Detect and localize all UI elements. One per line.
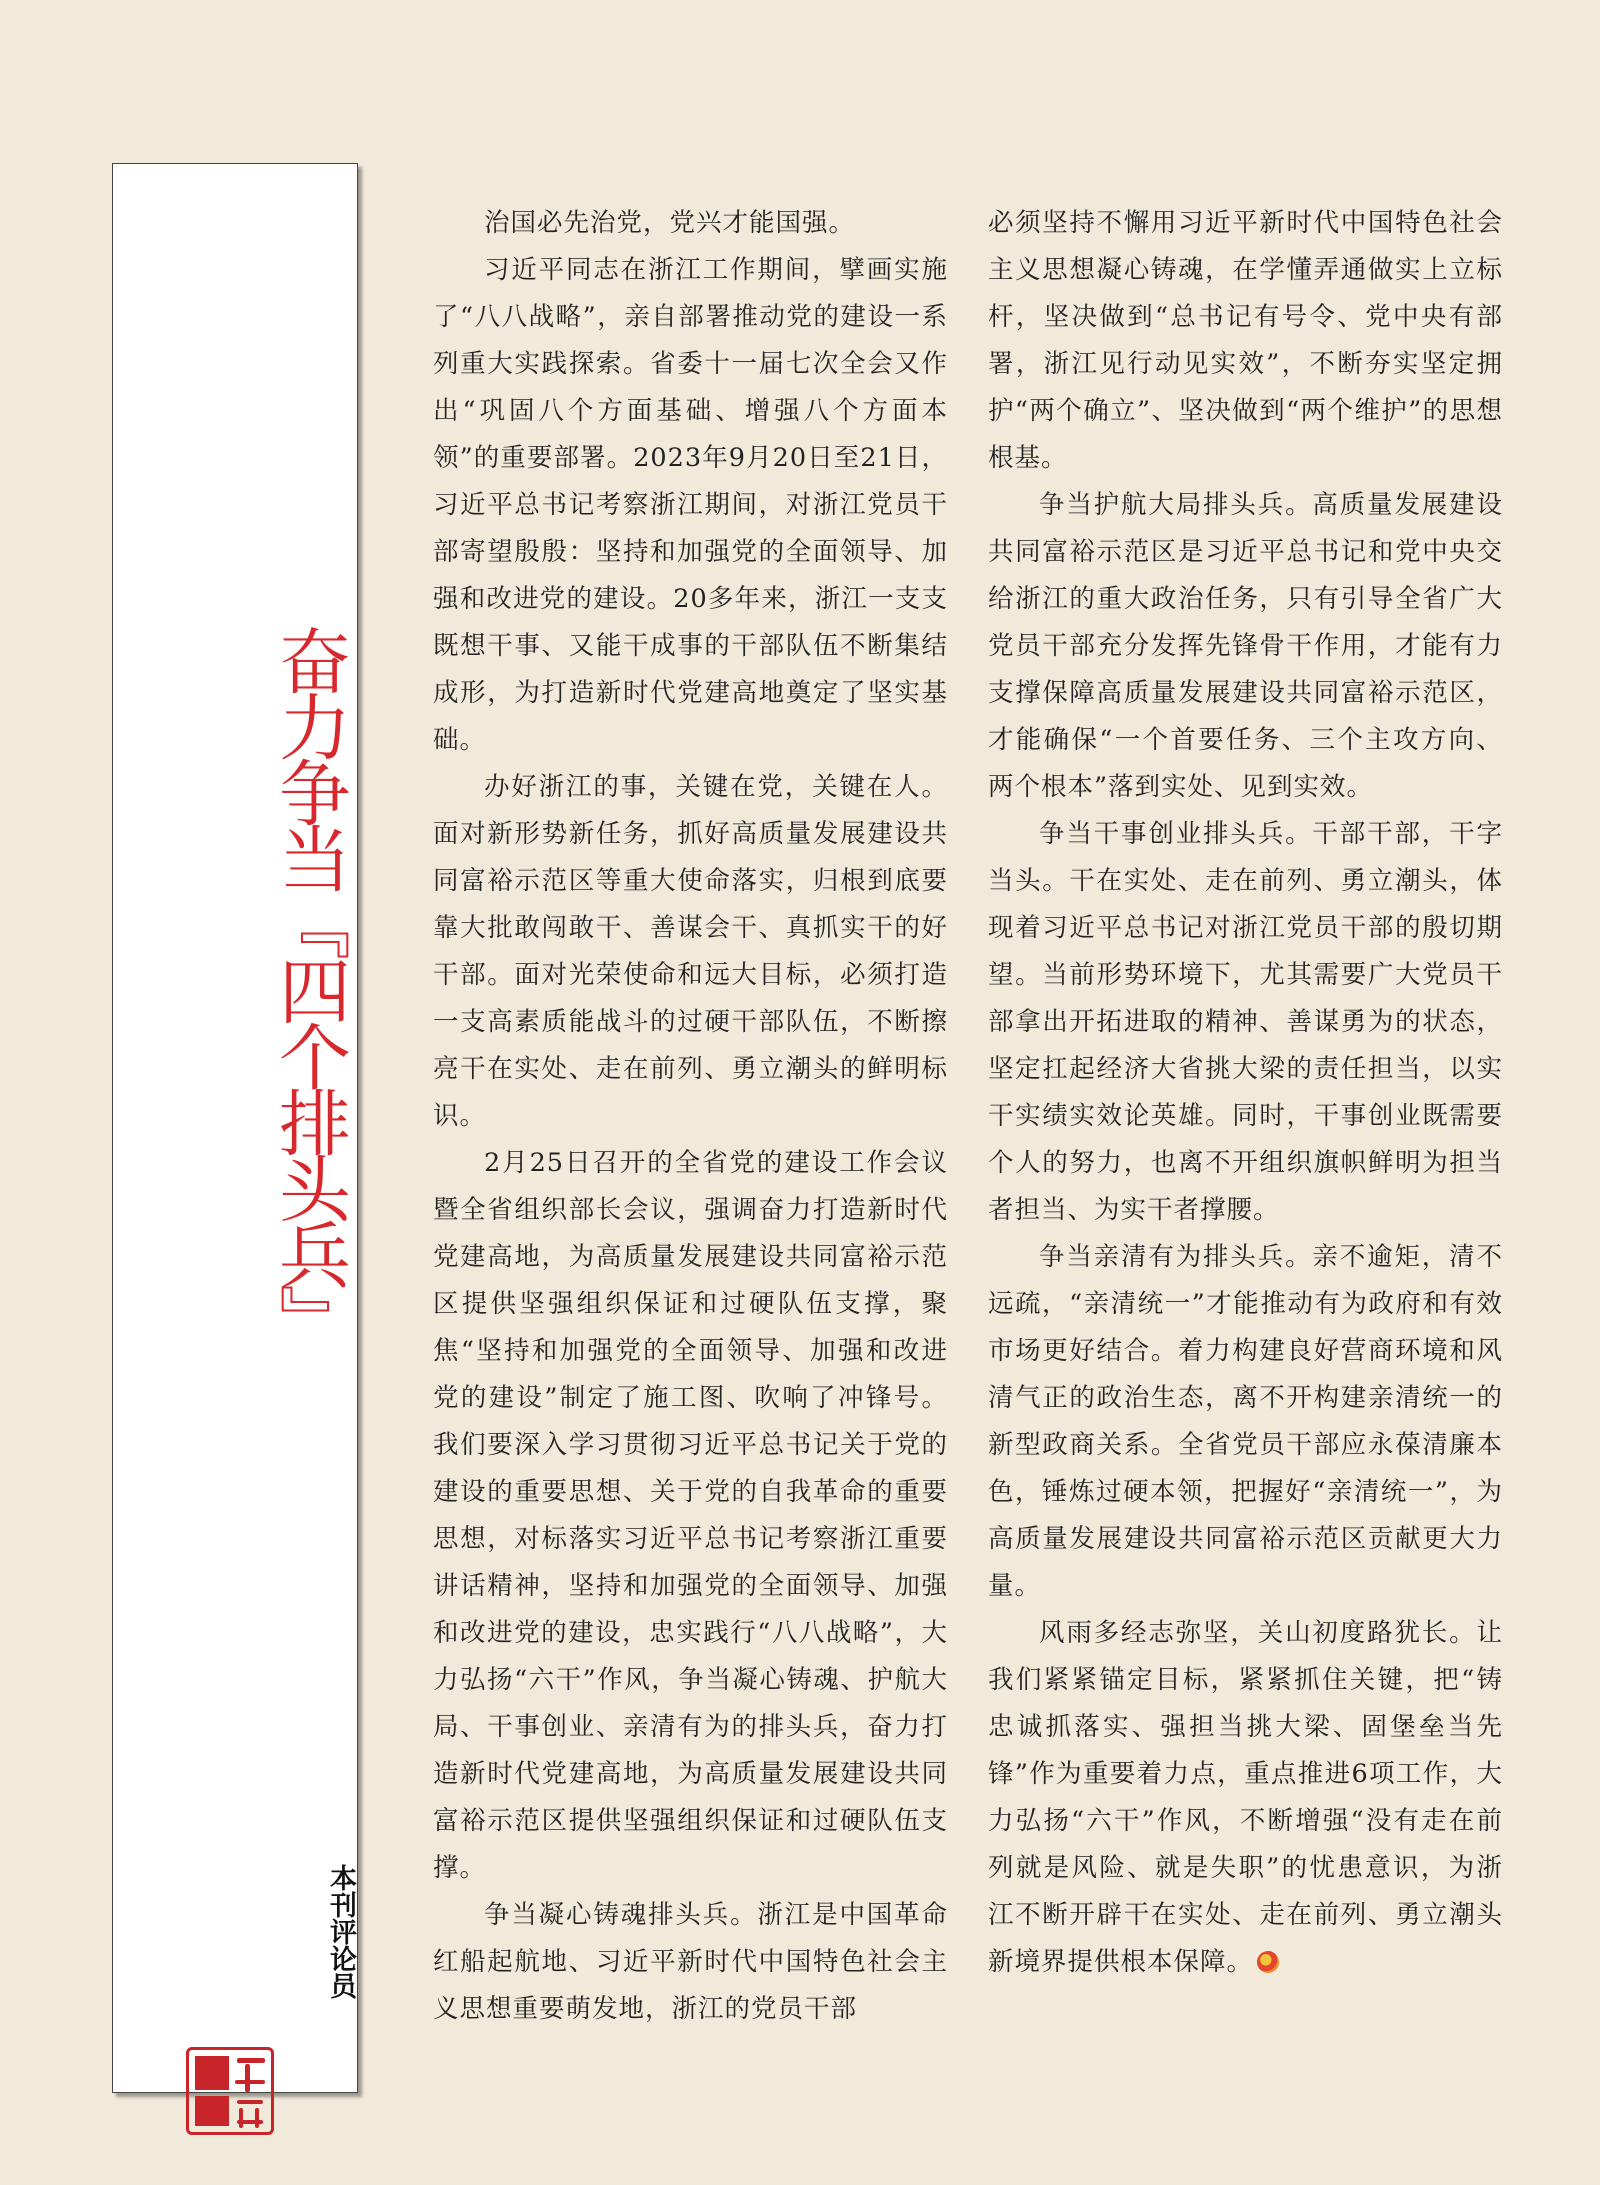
paragraph: 习近平同志在浙江工作期间，擘画实施了“八八战略”，亲自部署推动党的建设一系列重大实践探索。省委十一届七次全会又作出“巩固八个方面基础、增强八个方面本领”的重要部署。2023年9月20日至21日，习近平总书记考察浙江期间，对浙江党员干部寄望殷殷：坚持和加强党的全面领导、加强和改进党的建设。20多年来，浙江一支支既想干事、又能干成事的干部队伍不断集结成形，为打造新时代党建高地奠定了坚实基础。 bbox=[433, 255, 948, 755]
seal-stamp-icon bbox=[186, 2047, 274, 2135]
paragraph: 办好浙江的事，关键在党，关键在人。面对新形势新任务，抓好高质量发展建设共同富裕示范区等重大使命落实，归根到底要靠大批敢闯敢干、善谋会干、真抓实干的好干部。面对光荣使命和远大目标，必须打造一支高素质能战斗的过硬干部队伍，不断擦亮干在实处、走在前列、勇立潮头的鲜明标识。 bbox=[433, 772, 948, 1131]
paragraph-text: 风雨多经志弥坚，关山初度路犹长。让我们紧紧锚定目标，紧紧抓住关键，把“铸忠诚抓落实、强担当挑大梁、固堡垒当先锋”作为重要着力点，重点推进6项工作，大力弘扬“六干”作风，不断增强“没有走在前列就是风险、就是失职”的忧患意识，为浙江不断开辟干在实处、走在前列、勇立潮头新境界提供根本保障。 bbox=[988, 1618, 1503, 1977]
paragraph: 2月25日召开的全省党的建设工作会议暨全省组织部长会议，强调奋力打造新时代党建高地，为高质量发展建设共同富裕示范区提供坚强组织保证和过硬队伍支撑，聚焦“坚持和加强党的全面领导、加强和改进党的建设”制定了施工图、吹响了冲锋号。我们要深入学习贯彻习近平总书记关于党的建设的重要思想、关于党的自我革命的重要思想，对标落实习近平总书记考察浙江重要讲话精神，坚持和加强党的全面领导、加强和改进党的建设，忠实践行“八八战略”，大力弘扬“六干”作风，争当凝心铸魂、护航大局、干事创业、亲清有为的排头兵，奋力打造新时代党建高地，为高质量发展建设共同富裕示范区提供坚强组织保证和过硬队伍支撑。 bbox=[433, 1148, 948, 1883]
text-column-left bbox=[433, 200, 948, 2033]
author-byline: 本刊评论员 bbox=[325, 1864, 356, 1999]
article-title bbox=[113, 624, 357, 1350]
paragraph: 争当护航大局排头兵。高质量发展建设共同富裕示范区是习近平总书记和党中央交给浙江的重大政治任务，只有引导全省广大党员干部充分发挥先锋骨干作用，才能有力支撑保障高质量发展建设共同富裕示范区，才能确保“一个首要任务、三个主攻方向、两个根本”落到实处、见到实效。 bbox=[988, 490, 1503, 802]
paragraph: 争当凝心铸魂排头兵。浙江是中国革命红船起航地、习近平新时代中国特色社会主义思想重要萌发地，浙江的党员干部 bbox=[433, 1900, 948, 2024]
end-mark-icon bbox=[1257, 1951, 1279, 1973]
title-line-2: 『四个排头兵』 bbox=[267, 888, 351, 1350]
paragraph: 争当亲清有为排头兵。亲不逾矩，清不远疏，“亲清统一”才能推动有为政府和有效市场更好结合。着力构建良好营商环境和风清气正的政治生态，离不开构建亲清统一的新型政商关系。全省党员干部应永葆清廉本色，锤炼过硬本领，把握好“亲清统一”，为高质量发展建设共同富裕示范区贡献更大力量。 bbox=[988, 1242, 1503, 1601]
paragraph: 治国必先治党，党兴才能国强。 bbox=[484, 208, 856, 238]
paragraph-continued: 必须坚持不懈用习近平新时代中国特色社会主义思想凝心铸魂，在学懂弄通做实上立标杆，坚决做到“总书记有号令、党中央有部署，浙江见行动见实效”，不断夯实坚定拥护“两个确立”、坚决做到“两个维护”的思想根基。 bbox=[988, 208, 1503, 473]
paragraph-final bbox=[988, 1610, 1503, 1986]
title-line-1: 奋力争当 bbox=[267, 624, 351, 888]
text-column-right bbox=[988, 200, 1503, 1986]
title-panel bbox=[112, 163, 358, 2093]
paragraph: 争当干事创业排头兵。干部干部，干字当头。干在实处、走在前列、勇立潮头，体现着习近平总书记对浙江党员干部的殷切期望。当前形势环境下，尤其需要广大党员干部拿出开拓进取的精神、善谋勇为的状态，坚定扛起经济大省挑大梁的责任担当，以实干实绩实效论英雄。同时，干事创业既需要个人的努力，也离不开组织旗帜鲜明为担当者担当、为实干者撑腰。 bbox=[988, 819, 1503, 1225]
